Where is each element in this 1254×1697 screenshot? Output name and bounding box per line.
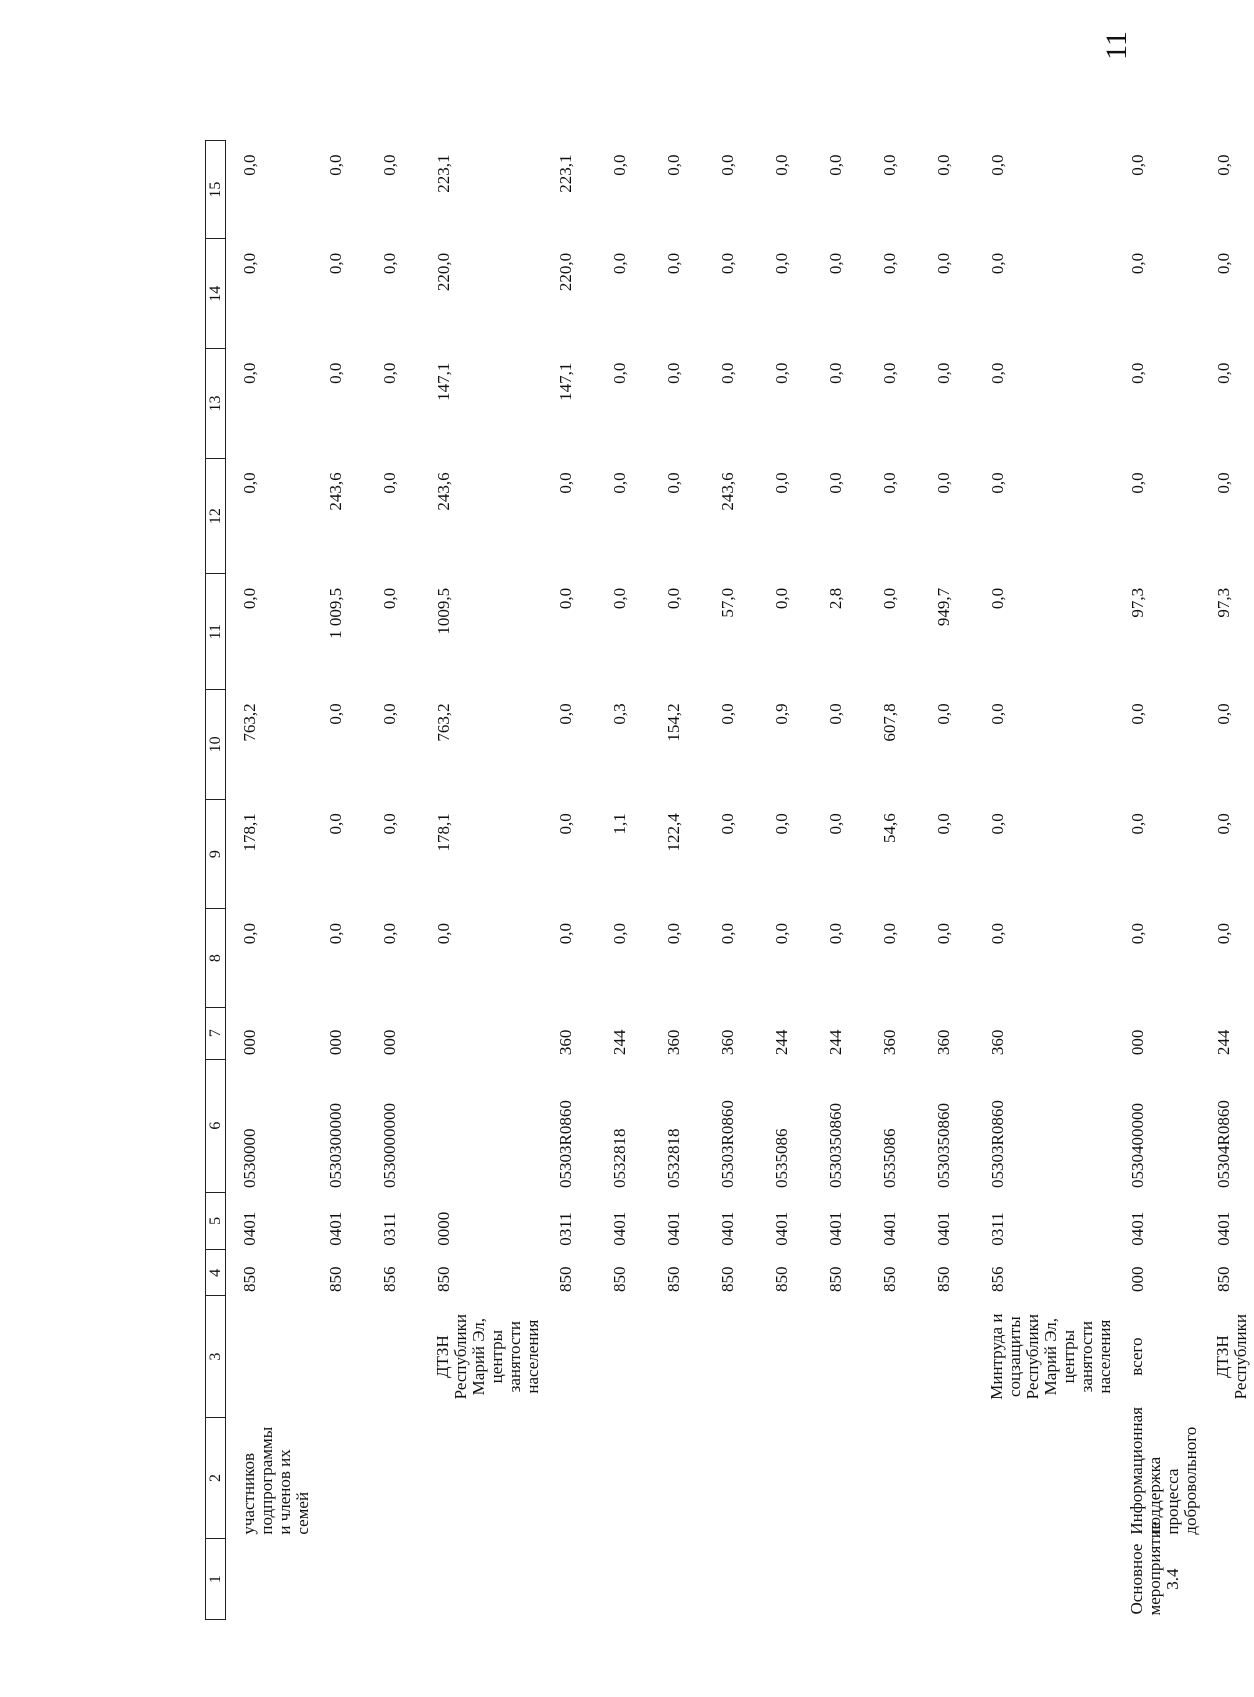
table-cell-col3 [650, 1296, 704, 1417]
table-row [704, 141, 758, 1620]
table-cell-col5: 0401 [880, 1211, 899, 1246]
table-cell-col7: 244 [826, 1029, 845, 1056]
table-cell-col3 [366, 1296, 420, 1417]
column-header-1: 1 [206, 1539, 226, 1620]
table-cell-col6: 0532818 [664, 1128, 683, 1189]
table-cell-col6: 0530300000 [326, 1103, 345, 1189]
table-cell-col15: 0,0 [934, 154, 953, 176]
table-cell-col3 [542, 1296, 596, 1417]
table-cell-col1: Основное мероприятие 3.4 [1127, 1521, 1182, 1616]
table-cell-col9: 0,0 [326, 813, 345, 835]
column-header-3: 3 [206, 1296, 226, 1417]
table-cell-col9: 0,0 [1214, 813, 1233, 835]
table-cell-col8: 0,0 [826, 922, 845, 945]
table-cell-col12: 0,0 [934, 472, 953, 494]
table-cell-col10: 0,9 [772, 703, 791, 725]
table-cell-col14: 0,0 [1214, 252, 1233, 275]
table-cell-col12: 0,0 [880, 472, 899, 494]
table-cell-col7: 360 [664, 1029, 683, 1056]
rotated-table-area [205, 130, 1250, 1630]
table-cell-col3 [920, 1296, 974, 1417]
table-cell-col4: 850 [934, 1266, 953, 1292]
table-cell-col15: 0,0 [772, 154, 791, 176]
table-cell-col11: 0,0 [380, 587, 399, 610]
table-cell-col7: 000 [326, 1029, 345, 1056]
table-cell-col13: 0,0 [988, 362, 1007, 384]
table-cell-col3: ДТЗН Республики [1213, 1314, 1250, 1400]
table-cell-col4: 000 [1128, 1266, 1147, 1292]
table-cell-col9: 0,0 [380, 813, 399, 835]
column-header-11: 11 [206, 574, 226, 690]
table-cell-col13: 0,0 [880, 362, 899, 384]
table-cell-col6: 05304R0860 [1214, 1100, 1233, 1189]
table-cell-col2 [366, 1417, 420, 1538]
table-cell-col3 [812, 1296, 866, 1417]
table-cell-col1 [758, 1539, 812, 1620]
table-cell-col4: 850 [718, 1266, 737, 1292]
table-cell-col6: 0530350860 [934, 1103, 953, 1189]
table-cell-col12: 0,0 [610, 472, 629, 494]
table-cell-col9: 178,1 [240, 813, 259, 852]
table-cell-col1 [1200, 1539, 1254, 1620]
table-cell-col4: 850 [826, 1266, 845, 1292]
table-cell-col5: 0000 [434, 1211, 453, 1246]
table-cell-col3 [866, 1296, 920, 1417]
table-cell-col13: 0,0 [1214, 362, 1233, 384]
table-cell-col3: Минтруда и соцзащиты Республики Марий Эл, центры занятости населения [987, 1313, 1114, 1400]
table-cell-col4: 850 [1214, 1266, 1233, 1292]
table-cell-col8: 0,0 [718, 922, 737, 945]
table-cell-col8: 0,0 [1128, 922, 1147, 945]
table-cell-col1 [226, 1539, 313, 1620]
table-cell-col5: 0401 [1128, 1211, 1147, 1246]
table-cell-col7: 000 [240, 1029, 259, 1056]
table-cell-col2: Информационная поддержка процесса добровольного [1127, 1407, 1200, 1535]
table-cell-col8: 0,0 [610, 922, 629, 945]
table-cell-col12: 243,6 [718, 472, 737, 511]
table-row [542, 141, 596, 1620]
table-cell-col11: 0,0 [988, 587, 1007, 610]
table-cell-col8: 0,0 [380, 922, 399, 945]
table-cell-col4: 850 [772, 1266, 791, 1292]
table-cell-col1 [812, 1539, 866, 1620]
table-cell-col2 [312, 1417, 366, 1538]
table-cell-col11: 0,0 [880, 587, 899, 610]
column-header-10: 10 [206, 689, 226, 799]
table-cell-col2 [758, 1417, 812, 1538]
table-cell-col6: 0532818 [610, 1128, 629, 1189]
table-cell-col4: 850 [556, 1266, 575, 1292]
table-cell-col15: 0,0 [380, 154, 399, 176]
table-cell-col10: 0,0 [380, 703, 399, 725]
table-cell-col12: 0,0 [240, 472, 259, 494]
table-cell-col13: 0,0 [326, 362, 345, 384]
table-cell-col2 [812, 1417, 866, 1538]
table-cell-col11: 2,8 [826, 587, 845, 610]
table-cell-col4: 850 [434, 1266, 453, 1292]
table-cell-col15: 0,0 [988, 154, 1007, 176]
table-cell-col12: 0,0 [380, 472, 399, 494]
table-cell-col2 [650, 1417, 704, 1538]
table-cell-col7 [420, 1007, 542, 1059]
table-cell-col14: 0,0 [934, 252, 953, 275]
table-row [312, 141, 366, 1620]
table-cell-col8: 0,0 [772, 922, 791, 945]
table-cell-col9: 0,0 [1128, 813, 1147, 835]
table-cell-col11: 97,3 [1128, 587, 1147, 618]
table-cell-col1 [420, 1539, 542, 1620]
table-row [758, 141, 812, 1620]
table-cell-col9: 0,0 [934, 813, 953, 835]
table-cell-col9: 0,0 [718, 813, 737, 835]
table-cell-col15: 0,0 [880, 154, 899, 176]
table-cell-col5: 0401 [664, 1211, 683, 1246]
table-cell-col8: 0,0 [988, 922, 1007, 945]
table-cell-col5: 0311 [988, 1212, 1007, 1246]
table-cell-col14: 0,0 [826, 252, 845, 275]
table-cell-col14: 0,0 [1128, 252, 1147, 275]
table-cell-col8: 0,0 [556, 922, 575, 945]
table-cell-col5: 0401 [718, 1211, 737, 1246]
table-row [1114, 141, 1200, 1620]
table-cell-col8: 0,0 [880, 922, 899, 945]
table-cell-col15: 0,0 [664, 154, 683, 176]
table-cell-col1 [920, 1539, 974, 1620]
table-cell-col1 [596, 1539, 650, 1620]
table-cell-col6: 0530400000 [1128, 1103, 1147, 1189]
table-cell-col3 [596, 1296, 650, 1417]
table-cell-col3: ДТЗН Республики Марий Эл, центры занятости населения [433, 1314, 542, 1400]
table-cell-col6 [420, 1059, 542, 1192]
table-cell-col15: 0,0 [326, 154, 345, 176]
table-cell-col6: 05303R0860 [988, 1100, 1007, 1189]
table-cell-col13: 147,1 [556, 362, 575, 401]
table-cell-col7: 000 [1128, 1029, 1147, 1056]
column-header-9: 9 [206, 799, 226, 909]
page-number: 11 [1100, 31, 1133, 60]
table-cell-col9: 0,0 [988, 813, 1007, 835]
table-cell-col11: 0,0 [664, 587, 683, 610]
table-cell-col10: 0,0 [326, 703, 345, 725]
table-cell-col3 [758, 1296, 812, 1417]
table-cell-col4: 850 [664, 1266, 683, 1292]
table-cell-col8: 0,0 [434, 922, 453, 945]
table-cell-col9: 0,0 [772, 813, 791, 835]
table-cell-col15: 0,0 [1214, 154, 1233, 176]
table-cell-col3 [226, 1296, 313, 1417]
table-cell-col7: 244 [1214, 1029, 1233, 1056]
table-cell-col9: 54,6 [880, 813, 899, 843]
table-cell-col10: 0,3 [610, 703, 629, 725]
table-cell-col12: 0,0 [826, 472, 845, 494]
table-cell-col15: 0,0 [610, 154, 629, 176]
table-cell-col14: 0,0 [988, 252, 1007, 275]
table-cell-col8: 0,0 [1214, 922, 1233, 945]
table-cell-col5: 0401 [610, 1211, 629, 1246]
table-cell-col11: 1009,5 [434, 587, 453, 635]
table-cell-col4: 850 [326, 1266, 345, 1292]
table-cell-col11: 0,0 [556, 587, 575, 610]
table-cell-col10: 154,2 [664, 703, 683, 742]
table-cell-col2 [420, 1417, 542, 1538]
table-cell-col7: 244 [610, 1029, 629, 1056]
table-cell-col14: 0,0 [380, 252, 399, 275]
table-cell-col15: 0,0 [826, 154, 845, 176]
column-header-8: 8 [206, 909, 226, 1007]
table-cell-col3 [312, 1296, 366, 1417]
table-body [226, 141, 1254, 1620]
table-cell-col1 [366, 1539, 420, 1620]
table-cell-col10: 607,8 [880, 703, 899, 742]
table-cell-col4: 850 [240, 1266, 259, 1292]
table-cell-col7: 360 [880, 1029, 899, 1056]
table-row [812, 141, 866, 1620]
table-cell-col13: 0,0 [610, 362, 629, 384]
budget-table [205, 140, 1254, 1620]
table-cell-col12: 0,0 [1214, 472, 1233, 494]
table-cell-col5: 0401 [326, 1211, 345, 1246]
table-cell-col9: 0,0 [556, 813, 575, 835]
column-header-13: 13 [206, 349, 226, 459]
table-cell-col5: 0311 [380, 1212, 399, 1246]
table-cell-col12: 0,0 [988, 472, 1007, 494]
table-cell-col7: 360 [556, 1029, 575, 1056]
table-cell-col10: 0,0 [1128, 703, 1147, 725]
table-cell-col14: 0,0 [718, 252, 737, 275]
table-row [226, 141, 313, 1620]
column-header-5: 5 [206, 1192, 226, 1250]
table-cell-col15: 0,0 [718, 154, 737, 176]
table-cell-col12: 243,6 [326, 472, 345, 511]
table-cell-col13: 0,0 [1128, 362, 1147, 384]
table-cell-col14: 0,0 [772, 252, 791, 275]
table-cell-col7: 000 [380, 1029, 399, 1056]
table-cell-col11: 949,7 [934, 587, 953, 627]
table-cell-col1 [974, 1539, 1114, 1620]
table-cell-col11: 0,0 [240, 587, 259, 610]
table-cell-col11: 1 009,5 [326, 587, 345, 639]
table-cell-col11: 97,3 [1214, 587, 1233, 618]
table-cell-col2 [974, 1417, 1114, 1538]
table-cell-col8: 0,0 [934, 922, 953, 945]
table-cell-col10: 0,0 [934, 703, 953, 725]
table-cell-col1 [866, 1539, 920, 1620]
table-cell-col5: 0401 [1214, 1211, 1233, 1246]
table-cell-col1 [542, 1539, 596, 1620]
table-cell-col12: 0,0 [772, 472, 791, 494]
table-cell-col6: 0530000000 [380, 1103, 399, 1189]
table-cell-col6: 0535086 [772, 1128, 791, 1189]
table-cell-col6: 0530000 [240, 1128, 259, 1189]
table-row [366, 141, 420, 1620]
table-cell-col5: 0401 [826, 1211, 845, 1246]
table-cell-col9: 1,1 [610, 813, 629, 835]
table-cell-col12: 0,0 [664, 472, 683, 494]
table-cell-col14: 0,0 [240, 252, 259, 275]
table-row [596, 141, 650, 1620]
table-cell-col1 [650, 1539, 704, 1620]
table-cell-col7: 360 [718, 1029, 737, 1056]
table-cell-col10: 0,0 [988, 703, 1007, 725]
table-cell-col13: 0,0 [826, 362, 845, 384]
table-cell-col11: 57,0 [718, 587, 737, 618]
table-cell-col5: 0311 [556, 1212, 575, 1246]
table-cell-col4: 850 [880, 1266, 899, 1292]
column-header-2: 2 [206, 1417, 226, 1538]
table-cell-col12: 0,0 [556, 472, 575, 494]
table-cell-col14: 220,0 [556, 252, 575, 292]
table-cell-col3 [704, 1296, 758, 1417]
table-cell-col10: 0,0 [826, 703, 845, 725]
table-cell-col9: 178,1 [434, 813, 453, 852]
table-row [420, 141, 542, 1620]
table-cell-col14: 220,0 [434, 252, 453, 292]
table-cell-col10: 0,0 [556, 703, 575, 725]
table-cell-col3: всего [1127, 1337, 1146, 1376]
table-cell-col6: 0530350860 [826, 1103, 845, 1189]
column-header-row [206, 141, 226, 1620]
table-cell-col6: 0535086 [880, 1128, 899, 1189]
table-cell-col14: 0,0 [664, 252, 683, 275]
table-cell-col13: 147,1 [434, 362, 453, 401]
table-cell-col7: 360 [934, 1029, 953, 1056]
table-cell-col2 [920, 1417, 974, 1538]
table-cell-col2 [1200, 1417, 1254, 1538]
table-cell-col4: 856 [988, 1266, 1007, 1292]
table-cell-col13: 0,0 [240, 362, 259, 384]
table-cell-col14: 0,0 [326, 252, 345, 275]
table-cell-col2 [704, 1417, 758, 1538]
table-cell-col4: 856 [380, 1266, 399, 1292]
table-row [974, 141, 1114, 1620]
table-cell-col2 [866, 1417, 920, 1538]
table-cell-col6: 05303R0860 [556, 1100, 575, 1189]
table-cell-col15: 0,0 [240, 154, 259, 176]
column-header-12: 12 [206, 458, 226, 574]
table-row [866, 141, 920, 1620]
table-cell-col7: 360 [988, 1029, 1007, 1056]
table-cell-col5: 0401 [934, 1211, 953, 1246]
table-cell-col13: 0,0 [772, 362, 791, 384]
table-cell-col8: 0,0 [664, 922, 683, 945]
table-cell-col14: 0,0 [610, 252, 629, 275]
column-header-14: 14 [206, 239, 226, 349]
table-cell-col10: 763,2 [434, 703, 453, 742]
table-cell-col14: 0,0 [880, 252, 899, 275]
table-cell-col15: 0,0 [1128, 154, 1147, 176]
table-cell-col4: 850 [610, 1266, 629, 1292]
table-cell-col13: 0,0 [664, 362, 683, 384]
table-cell-col13: 0,0 [380, 362, 399, 384]
table-cell-col13: 0,0 [934, 362, 953, 384]
table-row [920, 141, 974, 1620]
table-cell-col10: 763,2 [240, 703, 259, 742]
column-header-4: 4 [206, 1250, 226, 1296]
table-cell-col1 [312, 1539, 366, 1620]
table-cell-col8: 0,0 [326, 922, 345, 945]
table-cell-col9: 122,4 [664, 813, 683, 852]
table-cell-col5: 0401 [772, 1211, 791, 1246]
table-cell-col5: 0401 [240, 1211, 259, 1246]
table-cell-col2: участников подпрограммы и членов их семей [239, 1426, 312, 1535]
table-row [650, 141, 704, 1620]
table-cell-col10: 0,0 [718, 703, 737, 725]
table-cell-col1 [704, 1539, 758, 1620]
table-cell-col8: 0,0 [240, 922, 259, 945]
column-header-6: 6 [206, 1059, 226, 1192]
table-row [1200, 141, 1254, 1620]
table-cell-col7: 244 [772, 1029, 791, 1056]
column-header-7: 7 [206, 1007, 226, 1059]
table-cell-col12: 0,0 [1128, 472, 1147, 494]
column-header-15: 15 [206, 141, 226, 239]
table-cell-col10: 0,0 [1214, 703, 1233, 725]
table-cell-col11: 0,0 [610, 587, 629, 610]
table-cell-col12: 243,6 [434, 472, 453, 511]
table-cell-col15: 223,1 [556, 154, 575, 193]
table-cell-col11: 0,0 [772, 587, 791, 610]
table-cell-col9: 0,0 [826, 813, 845, 835]
table-cell-col13: 0,0 [718, 362, 737, 384]
table-cell-col6: 05303R0860 [718, 1100, 737, 1189]
table-cell-col15: 223,1 [434, 154, 453, 193]
table-cell-col2 [596, 1417, 650, 1538]
table-cell-col2 [542, 1417, 596, 1538]
